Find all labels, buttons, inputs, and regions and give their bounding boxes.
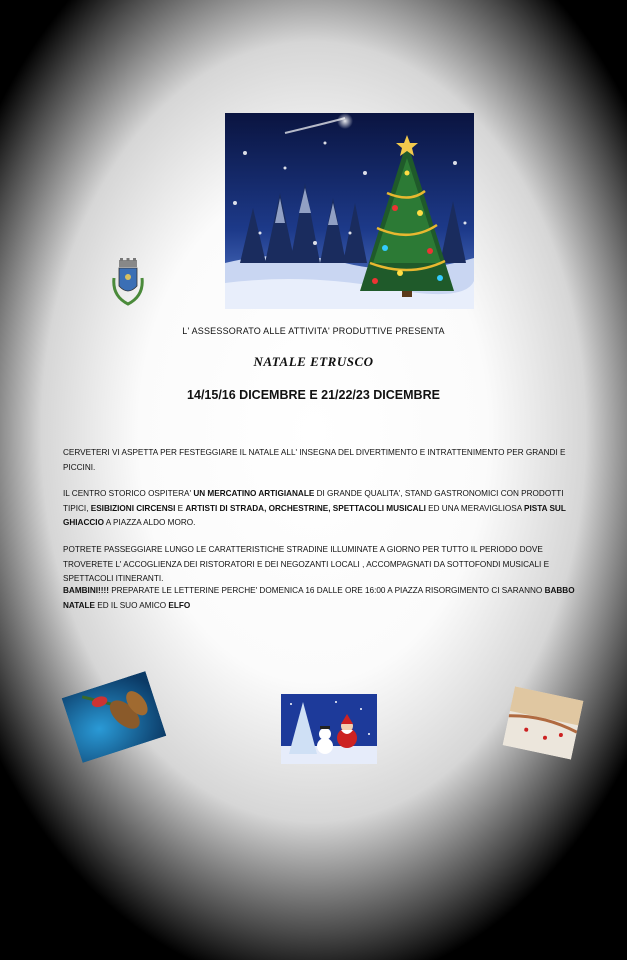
highlight-santa: BABBO NATALE (63, 586, 575, 610)
highlight-circus: ESIBIZIONI CIRCENSI (90, 503, 176, 513)
pinecone-photo (62, 671, 167, 763)
highlight-elf: ELFO (168, 600, 191, 610)
text-span: A PIAZZA ALDO MORO. (103, 518, 196, 527)
intro-paragraph: CERVETERI VI ASPETTA PER FESTEGGIARE IL NATALE ALL' INSEGNA DEL DIVERTIMENTO E INTRATTENIMENTO PER GRANDI E PICCINI. (63, 448, 566, 472)
event-title: NATALE ETRUSCO (253, 354, 374, 369)
highlight-ice-rink: PISTA SUL GHIACCIO (63, 503, 566, 527)
text-span: ED UNA MERAVIGLIOSA (425, 503, 524, 513)
text-span: E (175, 503, 186, 513)
municipal-crest-logo (110, 258, 146, 308)
text-span: DI GRANDE QUALITA', STAND GASTRONOMICI CON PRODOTTI TIPICI, (63, 489, 564, 513)
streets-paragraph: POTRETE PASSEGGIARE LUNGO LE CARATTERISTICHE STRADINE ILLUMINATE A GIORNO PER TUTTO IL PERIODO DOVE TROVERETE L' ACCOGLIENZA DEI RISTORATORI E DEI NEGOZANTI LOCALI , ACCOMPAGNATI DA SOTTOFONDI MUSICALI E SPETTACOLI ITINERANTI. (63, 545, 550, 583)
winter-berries-photo (503, 686, 584, 759)
presenter-line: L' ASSESSORATO ALLE ATTIVITA' PRODUTTIVE PRESENTA (182, 326, 445, 336)
highlight-artists: ARTISTI DI STRADA, ORCHESTRINE, SPETTACOLI MUSICALI (185, 503, 426, 513)
text-span: ED IL SUO AMICO (95, 600, 169, 610)
kids-paragraph (63, 584, 583, 613)
highlight-mercatino: UN MERCATINO ARTIGIANALE (193, 489, 315, 498)
highlight-kids: BAMBINI!!!! (63, 586, 109, 595)
text-span: IL CENTRO STORICO OSPITERA' (63, 489, 194, 498)
christmas-tree-image (225, 113, 474, 309)
text-span: PREPARATE LE LETTERINE PERCHE' DOMENICA 16 DALLE ORE 16:00 A PIAZZA RISORGIMENTO CI SARANNO (108, 586, 545, 595)
snowman-santa-photo (281, 694, 377, 764)
program-paragraph (63, 487, 583, 531)
event-dates: 14/15/16 DICEMBRE E 21/22/23 DICEMBRE (187, 388, 440, 402)
